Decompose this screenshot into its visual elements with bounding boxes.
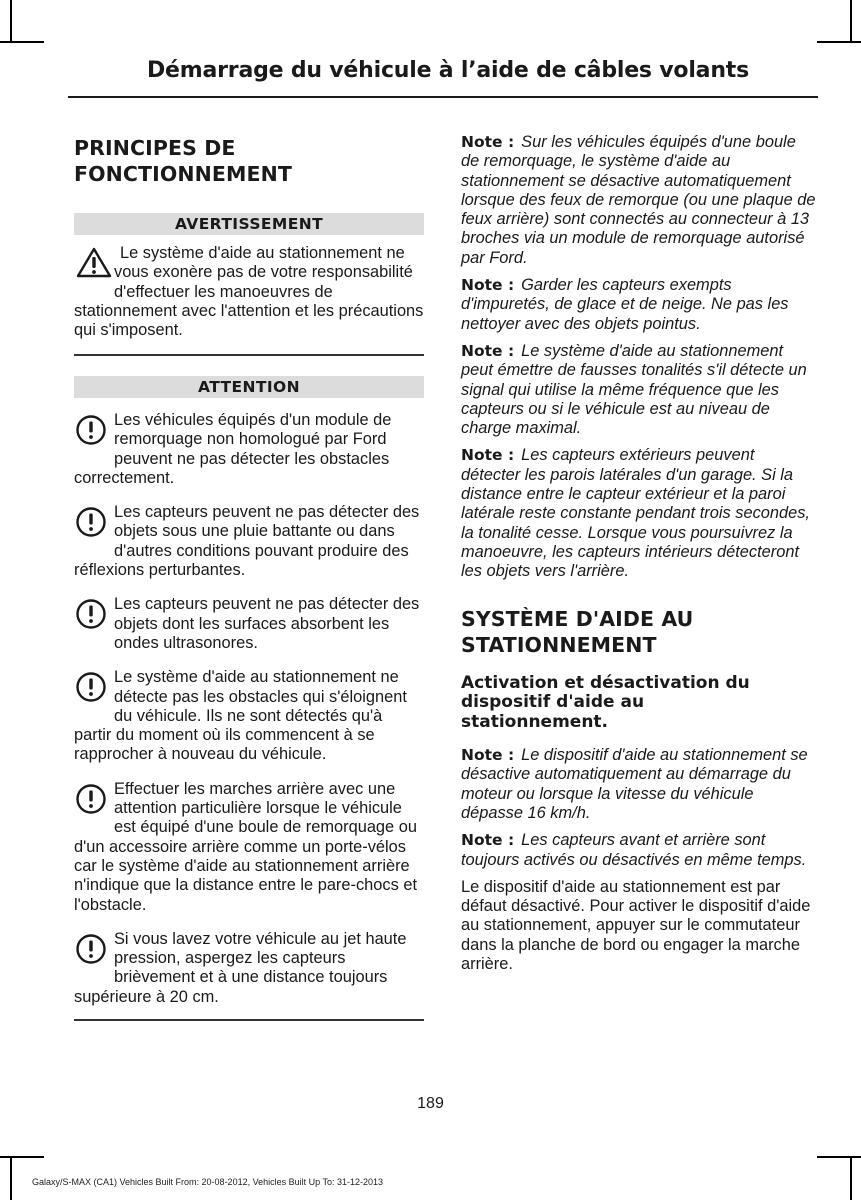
- note-text: Garder les capteurs exempts d'impuretés, de glace et de neige. Ne pas les nettoyer avec des objets pointus.: [461, 276, 789, 333]
- caution-circle-icon: [74, 930, 114, 970]
- section-title-parking-aid: SYSTÈME D'AIDE AU STATIONNEMENT: [461, 606, 694, 657]
- notes-top: [461, 133, 816, 582]
- caution-circle-icon: [74, 780, 114, 820]
- note-item: [461, 133, 816, 268]
- note-item: [461, 831, 816, 870]
- footer: Galaxy/S-MAX (CA1) Vehicles Built From: 20-08-2012, Vehicles Built Up To: 31-12-2013: [32, 1177, 383, 1187]
- caution-text: Les véhicules équipés d'un module de remorquage non homologué par Ford peuvent ne pas détecter les obstacles correctement.: [74, 410, 392, 487]
- divider: [74, 1019, 424, 1021]
- note-item: [461, 342, 816, 438]
- caution-item: [74, 930, 424, 1007]
- note-label: Note :: [461, 746, 515, 765]
- note-item: [461, 746, 816, 823]
- caution-item: [74, 668, 424, 764]
- note-text: Le système d'aide au stationnement peut émettre de fausses tonalités s'il détecte un signal qui utilise la même fréquence que les capteurs ou si le véhicule est au niveau de charge maximal.: [461, 341, 807, 438]
- crop-mark: [850, 1156, 852, 1200]
- caution-text: Les capteurs peuvent ne pas détecter des objets dont les surfaces absorbent les ondes ultrasonores.: [114, 595, 420, 652]
- caution-item: [74, 411, 424, 488]
- notes-bottom: [461, 746, 816, 870]
- crop-mark: [0, 41, 44, 43]
- caution-text: Les capteurs peuvent ne pas détecter des objets sous une pluie battante ou dans d'autres conditions pouvant produire des réflexions perturbantes.: [74, 503, 420, 580]
- title-rule: [68, 96, 818, 98]
- note-item: [461, 276, 816, 334]
- subsection-title: Activation et désactivation du dispositif d'aide au stationnement.: [461, 672, 750, 732]
- section-title-principles: PRINCIPES DE FONCTIONNEMENT: [74, 136, 292, 186]
- warning-item: [74, 244, 424, 340]
- caution-list: [74, 411, 424, 1007]
- caution-item: [74, 595, 424, 653]
- page-title: Démarrage du véhicule à l’aide de câbles volants: [147, 58, 749, 83]
- warning-text: Le système d'aide au stationnement ne vous exonère pas de votre responsabilité d'effectuer les manoeuvres de stationnement avec l'attention et les précautions qui s'imposent.: [74, 244, 424, 340]
- crop-mark: [817, 1156, 861, 1158]
- caution-heading: ATTENTION: [74, 376, 424, 398]
- note-text: Sur les véhicules équipés d'une boule de remorquage, le système d'aide au stationnement se désactive automatiquement lorsque des feux de remorque (ou une plaque de feux arrière) sont connectés au connecteur à 13 broches via un module de remorquage autorisé par Ford.: [461, 133, 816, 267]
- note-label: Note :: [461, 341, 515, 360]
- activation-paragraph: Le dispositif d'aide au stationnement est par défaut désactivé. Pour activer le dispositif d'aide au stationnement, appuyer sur le commutateur dans la planche de bord ou engager la marche arrière.: [461, 877, 811, 973]
- caution-circle-icon: [74, 503, 114, 543]
- note-item: [461, 446, 816, 581]
- note-label: Note :: [461, 446, 515, 465]
- note-text: Les capteurs avant et arrière sont toujours activés ou désactivés en même temps.: [461, 831, 807, 869]
- left-column: [74, 135, 424, 1021]
- caution-text: Effectuer les marches arrière avec une attention particulière lorsque le véhicule est équipé d'une boule de remorquage ou d'un accessoire arrière comme un porte-vélos car le système d'aide au stationnement arrière n'indique que la distance entre le pare-chocs et l'obstacle.: [74, 779, 418, 914]
- note-text: Les capteurs extérieurs peuvent détecter les parois latérales d'un garage. Si la distance entre le capteur extérieur et la paroi latérale reste constante pendant trois secondes, la tonalité cesse. Lorsque vous poursuivrez la manoeuvre, les capteurs intérieurs détecteront les objets vers l'arrière.: [461, 446, 810, 581]
- note-label: Note :: [461, 276, 515, 295]
- note-label: Note :: [461, 133, 515, 151]
- crop-mark: [0, 1156, 44, 1158]
- crop-mark: [850, 0, 852, 42]
- crop-mark: [10, 0, 12, 42]
- caution-item: [74, 503, 424, 580]
- note-text: Le dispositif d'aide au stationnement se désactive automatiquement au démarrage du moteur ou lorsque la vitesse du véhicule dépasse 16 km/h.: [461, 746, 808, 822]
- page-number: 189: [417, 1095, 444, 1112]
- crop-mark: [817, 41, 861, 43]
- caution-text: Si vous lavez votre véhicule au jet haute pression, aspergez les capteurs brièvement et à une distance toujours supérieure à 20 cm.: [74, 929, 407, 1006]
- crop-mark: [10, 1156, 12, 1200]
- caution-circle-icon: [74, 595, 114, 635]
- caution-circle-icon: [74, 668, 114, 708]
- right-column: [461, 133, 816, 974]
- warning-triangle-icon: [74, 244, 114, 284]
- caution-item: [74, 780, 424, 915]
- caution-text: Le système d'aide au stationnement ne détecte pas les obstacles qui s'éloignent du véhicule. Ils ne sont détectés qu'à partir du moment où ils commencent à se rapprocher à nouveau du véhicule.: [74, 668, 407, 764]
- caution-circle-icon: [74, 411, 114, 451]
- note-label: Note :: [461, 831, 515, 850]
- warning-heading: AVERTISSEMENT: [74, 213, 424, 235]
